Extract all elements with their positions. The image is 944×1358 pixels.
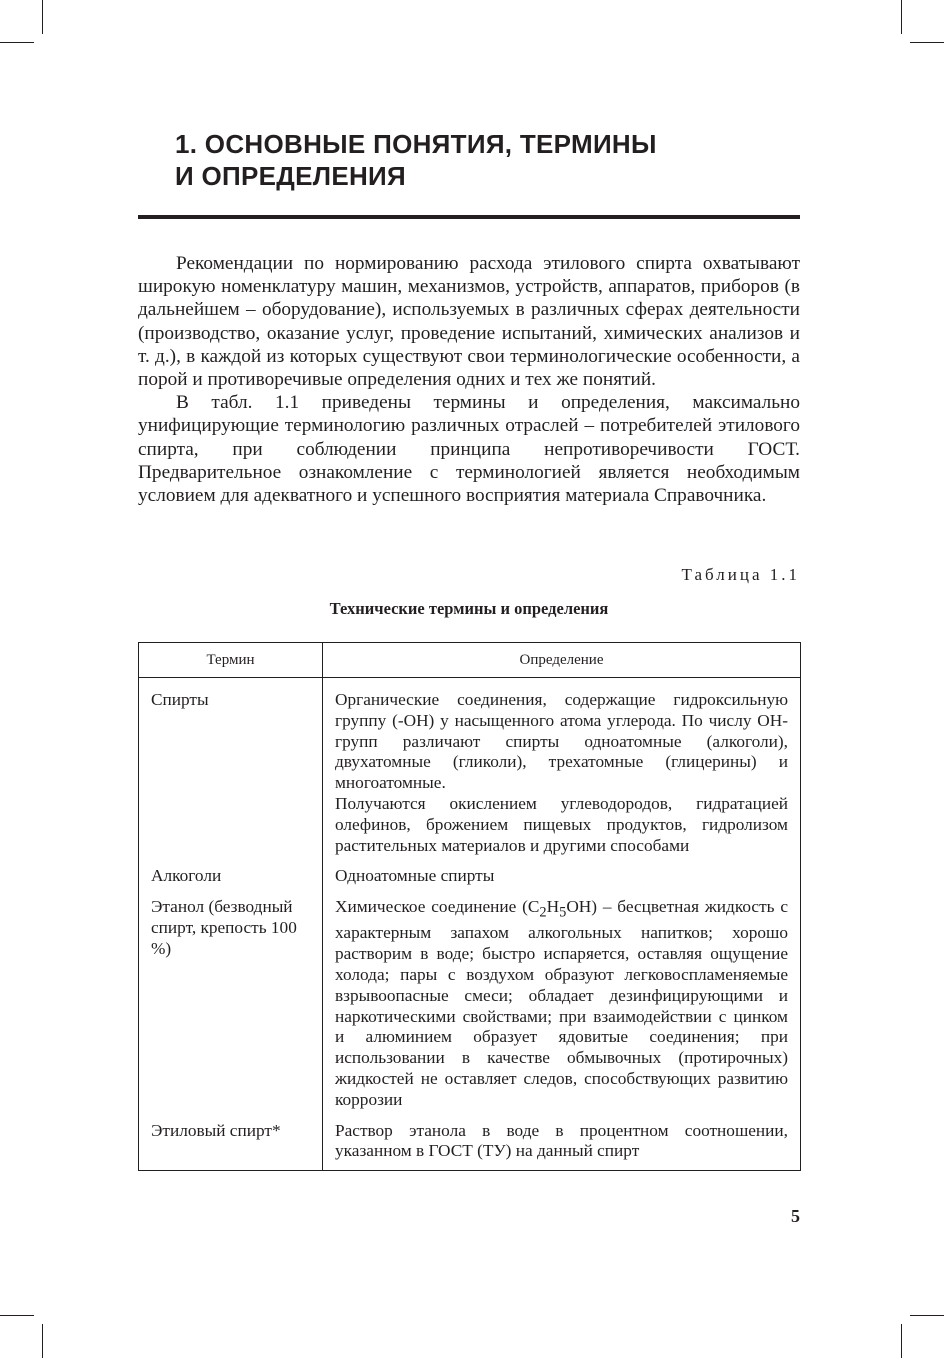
definition-text: Органические соединения, содержащие гидроксильную группу (-OH) у насыщенного атома углерода. По числу OH-групп различают спирты одноатомные (алкоголи), двухатомные (гликоли), трехатомные (глицерины) и многоатомные. (335, 690, 788, 793)
definition-cell (323, 678, 800, 856)
chapter-title-line-2: И ОПРЕДЕЛЕНИЯ (175, 161, 407, 191)
definition-cell: Одноатомные спирты (335, 866, 495, 886)
column-header-definition: Определение (323, 643, 801, 678)
crop-mark (0, 42, 34, 43)
table-row (139, 678, 801, 857)
terms-table (138, 642, 801, 1171)
column-header-term: Термин (139, 643, 323, 678)
page-number: 5 (791, 1206, 800, 1226)
crop-mark (901, 1324, 902, 1358)
definition-cell: Раствор этанола в воде в процентном соотношении, указанном в ГОСТ (ТУ) на данный спирт (335, 1120, 788, 1161)
crop-mark (910, 42, 944, 43)
term-cell: Алкоголи (151, 866, 222, 886)
body-text (138, 252, 800, 507)
table-caption: Технические термины и определения (329, 599, 609, 618)
subscript-5: 5 (559, 904, 567, 921)
table-label: Таблица 1.1 (681, 565, 800, 584)
title-divider (138, 215, 800, 219)
definition-mid: H (546, 897, 560, 917)
crop-mark (42, 1324, 43, 1358)
term-cell: Спирты (151, 690, 209, 709)
definition-rest: OH) – бесцветная жидкость с характерным запахом алкогольных напитков; хорошо растворим в воде; быстро испаряется, оставляя ощущение холода; пары с воздухом образуют легковоспламеняемые взрывоопасные смеси; обладает дезинфицирующими и наркотическими свойствами; при взаимодействии с цинком и алюминием образует ядовитые соединения; при использовании в качестве обмывочных (протирочных) жидкостей не оставляет следов, способствующих развитию коррозии (335, 897, 788, 1109)
table-row (139, 887, 801, 1110)
chapter-title-line-1: 1. ОСНОВНЫЕ ПОНЯТИЯ, ТЕРМИНЫ (175, 129, 657, 159)
definition-prefix: Химическое соединение (C (335, 897, 540, 917)
crop-mark (910, 1315, 944, 1316)
table-header-row (139, 643, 801, 678)
term-cell: Этиловый спирт* (151, 1120, 281, 1140)
definition-cell (323, 887, 800, 1110)
paragraph-1: Рекомендации по нормированию расхода этилового спирта охватывают широкую номенклатуру машин, механизмов, устройств, аппаратов, приборов (в дальнейшем – оборудование), используемых в различных сферах деятельности (производство, оказание услуг, проведение испытаний, химических анализов и т. д.), в каждой из которых существуют свои терминологические особенности, а порой и противоречивые определения одних и тех же понятий. (138, 253, 800, 391)
table-row (139, 856, 801, 887)
subscript-2: 2 (539, 904, 547, 921)
paragraph-2: В табл. 1.1 приведены термины и определения, максимально унифицирующие терминологию различных отраслей – потребителей этилового спирта, при соблюдении принципа непротиворечивости ГОСТ. Предварительное ознакомление с терминологией является необходимым условием для адекватного и успешного восприятия материала Справочника. (138, 392, 800, 507)
crop-mark (42, 0, 43, 34)
crop-mark (901, 0, 902, 34)
term-cell: Этанол (безводный спирт, крепость 100 %) (151, 897, 297, 958)
crop-mark (0, 1315, 34, 1316)
table-row (139, 1111, 801, 1171)
definition-text-extra: Получаются окислением углеводородов, гидратацией олефинов, брожением пищевых продуктов, гидролизом растительных материалов и другими способами (335, 793, 788, 855)
chapter-title (175, 128, 795, 192)
